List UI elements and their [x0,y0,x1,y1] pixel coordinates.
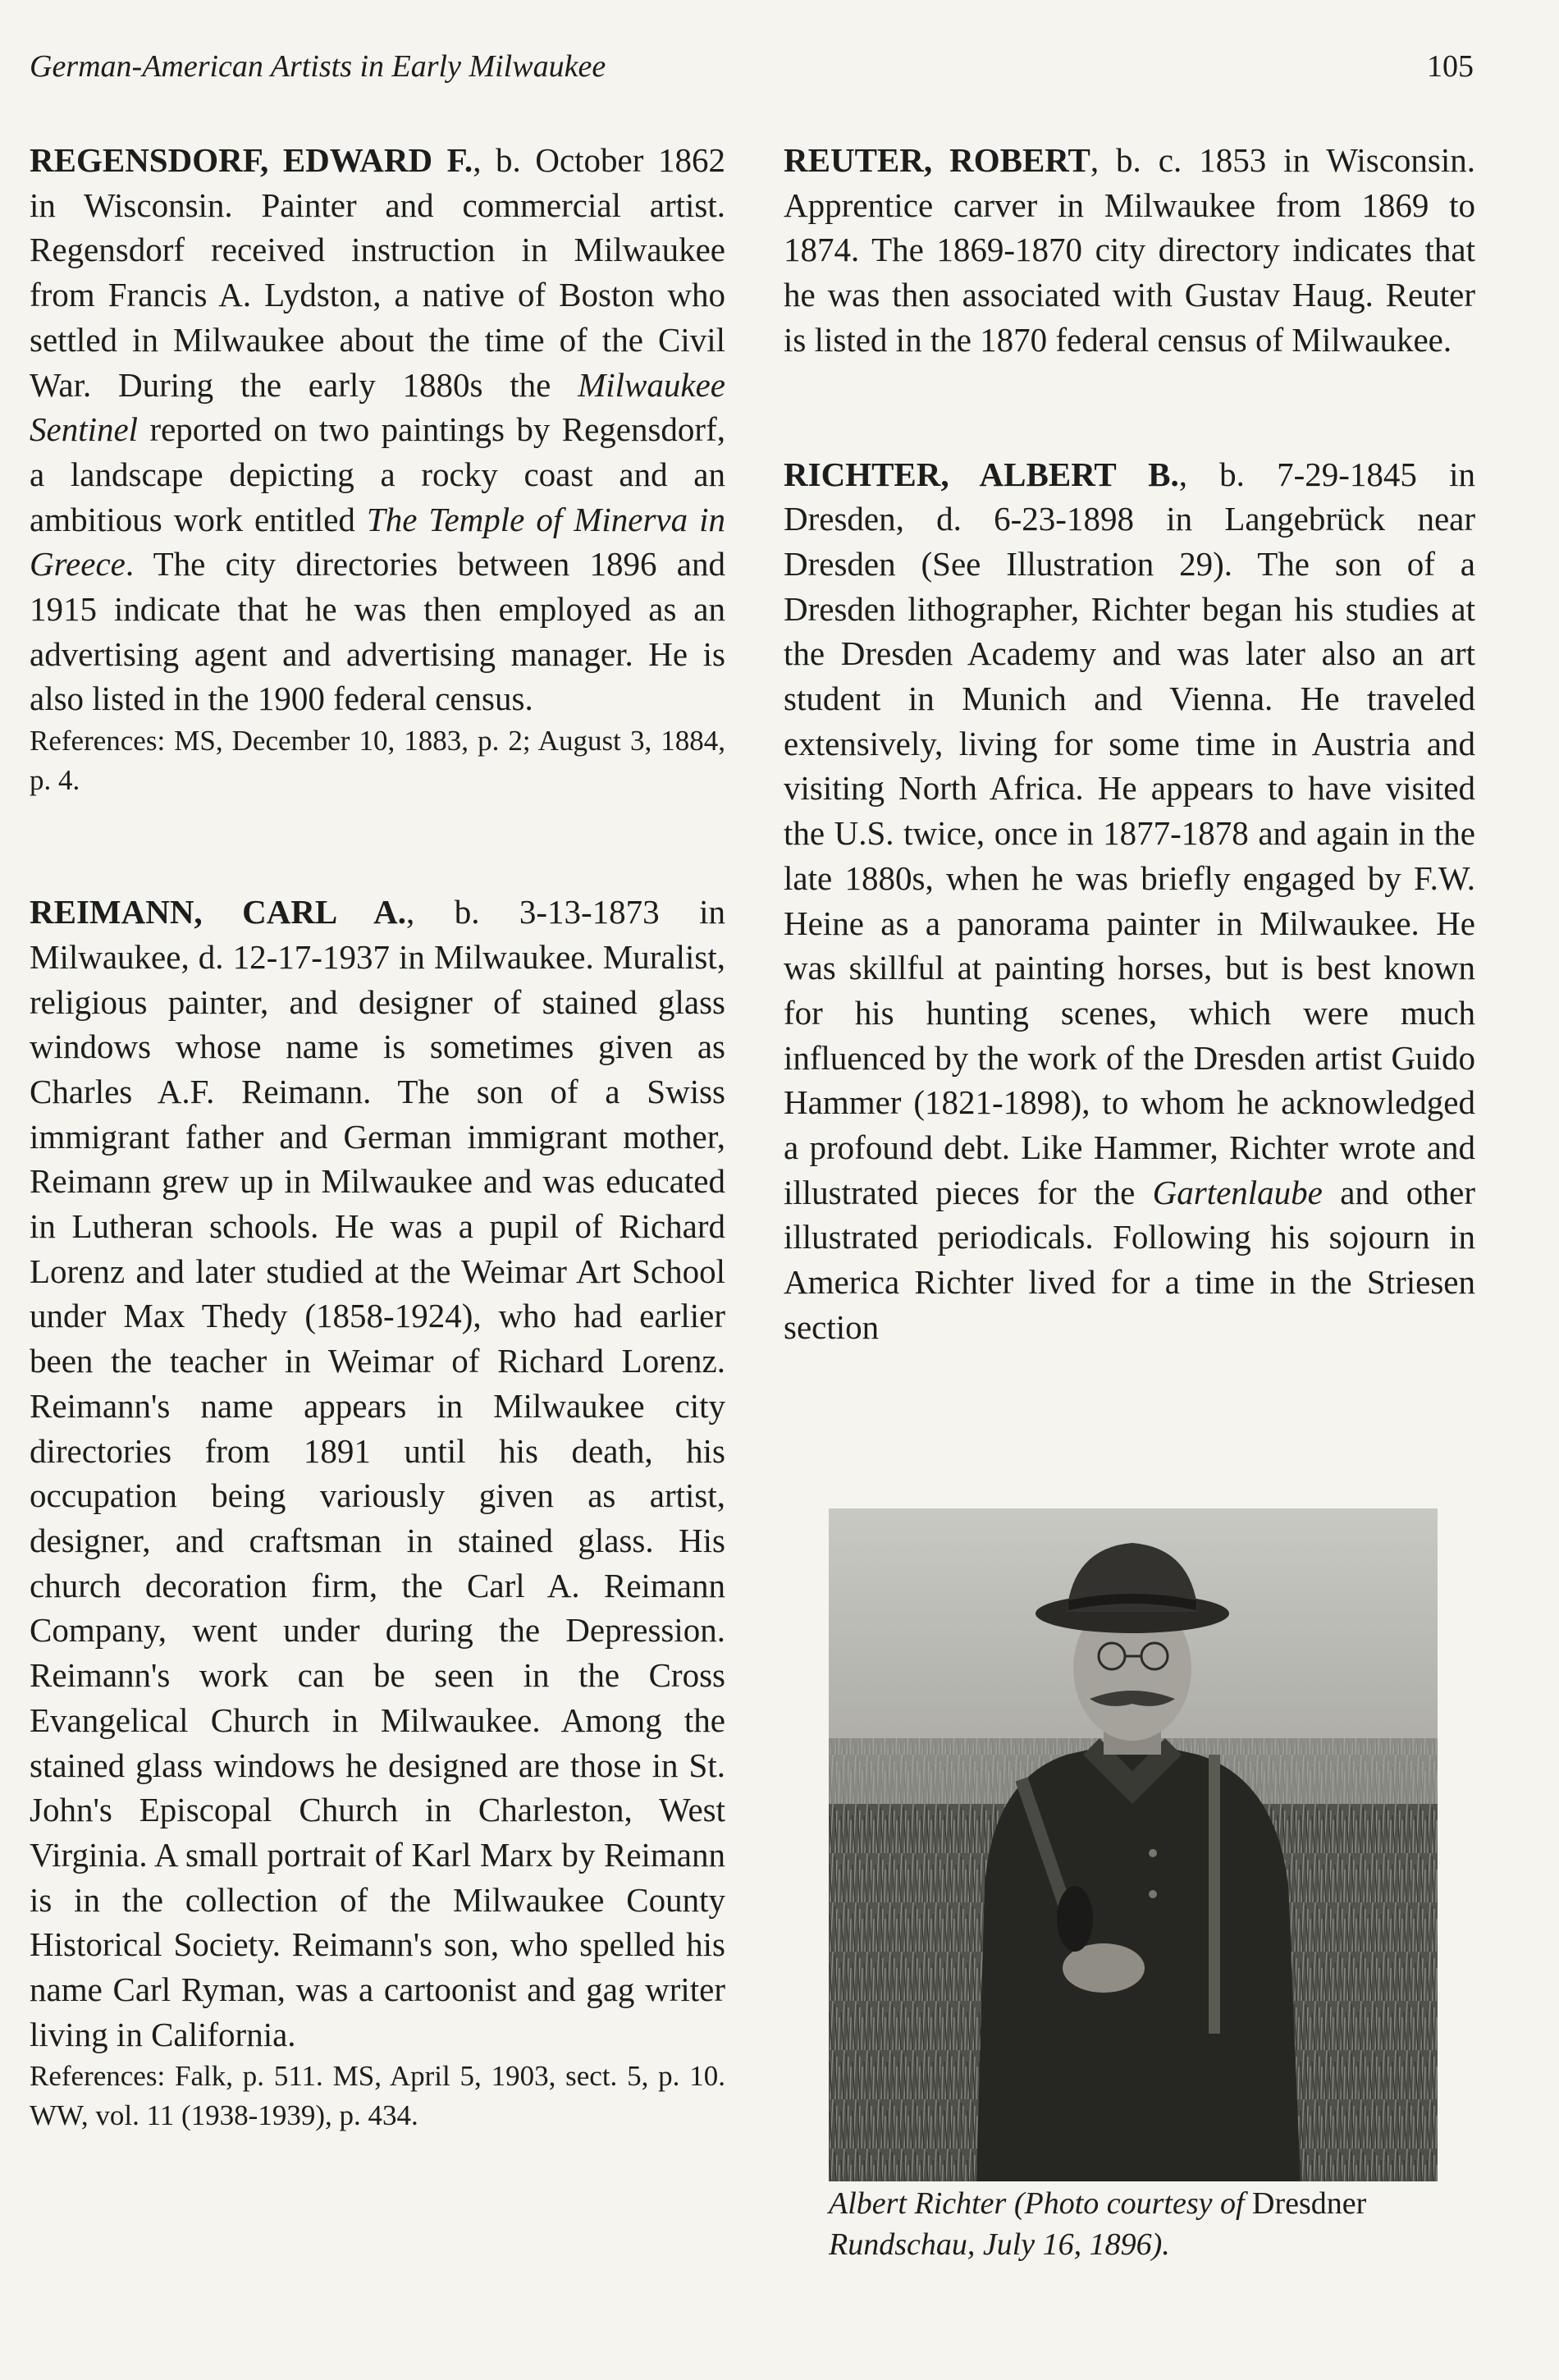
entry-text: reported on two paintings by Regensdorf, a landscape depicting a rocky coast and an ambitious work entitled [30,410,725,538]
entry-reuter [784,138,1475,363]
entry-text: , b. 7-29-1845 in Dresden, d. 6-23-1898 in Langebrück near Dresden (See Illustration 29). The son of a Dresden lithographer, Richter began his studies at the Dresden Academy and was later also an art student in Munich and Vienna. He traveled extensively, living for some time in Austria and visiting North Africa. He appears to have visited the U.S. twice, once in 1877-1878 and again in the late 1880s, when he was briefly engaged by F.W. Heine as a panorama painter in Milwaukee. He was skillful at painting horses, but is best known for his hunting scenes, which were much influenced by the work of the Dresden artist Guido Hammer (1821-1898), to whom he acknowledged a profound debt. Like Hammer, Richter wrote and illustrated pieces for the [784,455,1476,1211]
entry-text: , b. 3-13-1873 in Milwaukee, d. 12-17-1937 in Milwaukee. Muralist, religious painter, and designer of stained glass windows whose name is sometimes given as Charles A.F. Reimann. The son of a Swiss immigrant father and German immigrant mother, Reimann grew up in Milwaukee and was educated in Lutheran schools. He was a pupil of Richard Lorenz and later studied at the Weimar Art School under Max Thedy (1858-1924), who had earlier been the teacher in Weimar of Richard Lorenz. Reimann's name appears in Milwaukee city directories from 1891 until his death, his occupation being variously given as artist, designer, and craftsman in stained glass. His church decoration firm, the Carl A. Reimann Company, went under during the Depression. Reimann's work can be seen in the Cross Evangelical Church in Milwaukee. Among the stained glass windows he designed are those in St. John's Episcopal Church in Charleston, West Virginia. A small portrait of Karl Marx by Reimann is in the collection of the Milwaukee County Historical Society. Reimann's son, who spelled his name Carl Ryman, was a cartoonist and gag writer living in California. [30,893,725,2053]
entry-body [784,138,1475,363]
photo-caption [829,2183,1452,2265]
page-number: 105 [1427,49,1474,84]
caption-text: Rundschau, July 16, 1896). [829,2227,1170,2262]
running-title: German-American Artists in Early Milwaukee [30,49,606,84]
italic-title: Gartenlaube [1152,1173,1323,1211]
entry-name: REIMANN, CARL A. [30,893,407,931]
italic-title: Milwaukee Sentinel [30,365,725,449]
running-head [30,51,1474,82]
portrait-illustration [829,1508,1438,2181]
entry-name: REUTER, ROBERT [784,141,1090,179]
entry-text: . The city directories between 1896 and 1915 indicate that he was then employed as an advertising agent and advertising manager. He is also listed in the 1900 federal census. [30,545,725,718]
entry-body [784,452,1475,1350]
entry-spacer [30,800,725,890]
entry-text: , b. October 1862 in Wisconsin. Painter and commercial artist. Regensdorf received instruction in Milwaukee from Francis A. Lydston, a native of Boston who settled in Milwaukee about the time of the Civil War. During the early 1880s the [30,141,725,404]
entry-reimann [30,890,725,2135]
caption-text: Albert Richter (Photo courtesy of [829,2186,1253,2221]
italic-title: The Temple of Minerva in Greece [30,500,725,584]
left-column [30,138,725,2135]
entry-text: and other illustrated periodicals. Following his sojourn in America Richter lived for a time in the Striesen section [784,1173,1475,1346]
portrait-photo [829,1508,1438,2181]
caption-publication: Dresdner [1252,2186,1367,2221]
entry-regensdorf [30,138,725,800]
entry-body [30,890,725,2057]
entry-references: References: Falk, p. 511. MS, April 5, 1903, sect. 5, p. 10. WW, vol. 11 (1938-1939), p. 434. [30,2060,725,2132]
entry-body [30,138,725,721]
entry-references: References: MS, December 10, 1883, p. 2; August 3, 1884, p. 4. [30,725,725,797]
entry-text: , b. c. 1853 in Wisconsin. Apprentice carver in Milwaukee from 1869 to 1874. The 1869-1870 city directory indicates that he was then associated with Gustav Haug. Reuter is listed in the 1870 federal census of Milwaukee. [784,141,1476,359]
entry-name: RICHTER, ALBERT B. [784,455,1179,493]
entry-name: REGENSDORF, EDWARD F. [30,141,473,179]
right-column [784,138,1475,1350]
entry-spacer [784,363,1475,452]
entry-richter [784,452,1475,1350]
